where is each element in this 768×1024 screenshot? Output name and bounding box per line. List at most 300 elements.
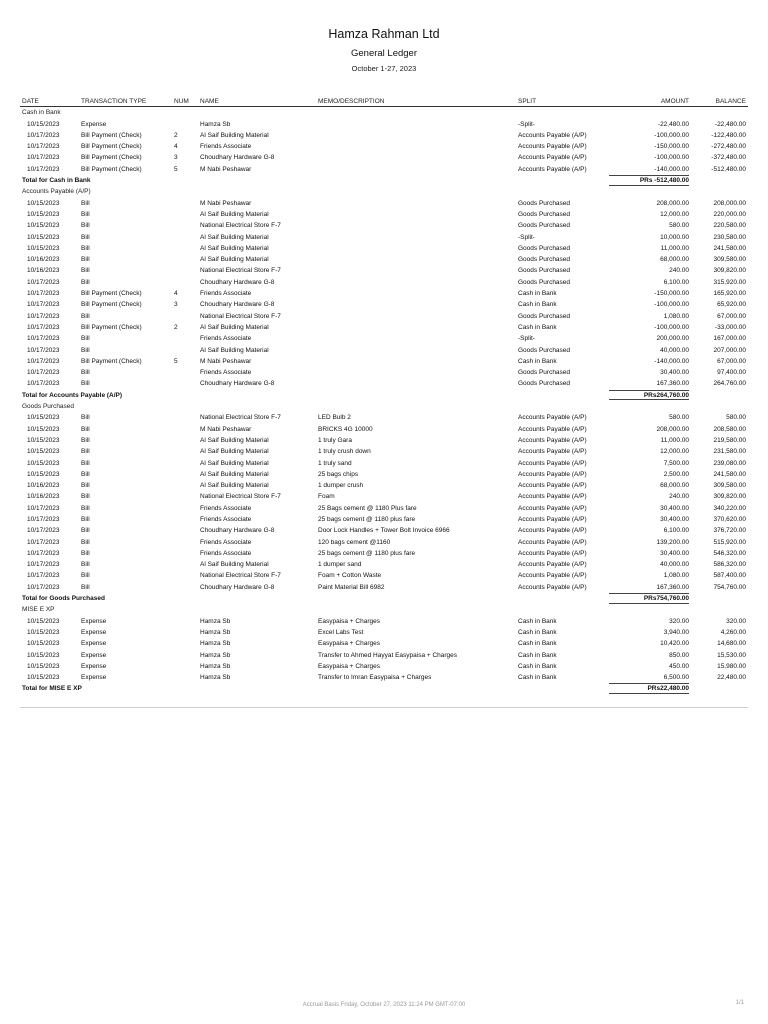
table-row	[20, 378, 748, 389]
cell-balance: 376,720.00	[713, 527, 746, 535]
cell-balance: 309,820.00	[713, 493, 746, 501]
table-row	[20, 548, 748, 559]
cell-amount: 450.00	[669, 662, 689, 670]
table-row	[20, 559, 748, 570]
cell-type: Bill	[81, 222, 90, 230]
column-header-row	[20, 96, 748, 107]
section-header	[20, 401, 748, 412]
section-title: MISE E XP	[22, 606, 55, 614]
cell-amount: 208,000.00	[656, 199, 689, 207]
cell-split: Goods Purchased	[518, 244, 571, 252]
cell-split: Accounts Payable (A/P)	[518, 538, 587, 546]
cell-amount: -100,000.00	[654, 323, 689, 331]
cell-name: Friends Associate	[200, 538, 252, 546]
cell-split: Goods Purchased	[518, 380, 571, 388]
footer-basis: Accrual Basis Friday, October 27, 2023 11:24 PM GMT-07:00	[302, 1002, 466, 1008]
cell-date: 10/17/2023	[27, 323, 60, 331]
cell-amount: 12,000.00	[660, 210, 689, 218]
cell-memo: 1 dumper crush	[318, 482, 364, 490]
cell-balance: 4,260.00	[720, 628, 746, 636]
cell-type: Bill	[81, 538, 90, 546]
cell-name: Friends Associate	[200, 549, 252, 557]
table-row	[20, 412, 748, 423]
cell-amount: 68,000.00	[660, 482, 689, 490]
cell-balance: 220,580.00	[713, 222, 746, 230]
table-row	[20, 672, 748, 683]
cell-type: Bill	[81, 256, 90, 264]
table-row	[20, 503, 748, 514]
cell-name: Al Saif Building Material	[200, 131, 269, 139]
cell-amount: 6,500.00	[663, 674, 689, 682]
cell-name: Al Saif Building Material	[200, 459, 269, 467]
cell-name: Friends Associate	[200, 504, 252, 512]
table-row	[20, 277, 748, 288]
cell-balance: 167,000.00	[713, 335, 746, 343]
cell-split: Cash in Bank	[518, 617, 557, 625]
cell-name: Al Saif Building Material	[200, 346, 269, 354]
table-row	[20, 525, 748, 536]
cell-memo: 120 bags cement @1160	[318, 538, 391, 546]
table-row	[20, 164, 748, 175]
cell-type: Bill	[81, 459, 90, 467]
cell-date: 10/17/2023	[27, 357, 60, 365]
cell-type: Expense	[81, 662, 107, 670]
cell-type: Bill	[81, 278, 90, 286]
cell-memo: 1 truly sand	[318, 459, 352, 467]
cell-memo: 25 Bags cement @ 1180 Plus fare	[318, 504, 417, 512]
cell-split: Goods Purchased	[518, 267, 571, 275]
section-title: Cash in Bank	[22, 109, 61, 117]
cell-type: Bill Payment (Check)	[81, 301, 142, 309]
table-row	[20, 152, 748, 163]
cell-balance: 309,580.00	[713, 482, 746, 490]
section-total-row	[20, 683, 748, 694]
cell-split: Accounts Payable (A/P)	[518, 583, 587, 591]
cell-type: Bill	[81, 425, 90, 433]
table-row	[20, 435, 748, 446]
cell-type: Expense	[81, 120, 107, 128]
cell-type: Expense	[81, 640, 107, 648]
cell-split: Accounts Payable (A/P)	[518, 143, 587, 151]
table-row	[20, 322, 748, 333]
cell-amount: -150,000.00	[654, 290, 689, 298]
cell-type: Bill	[81, 312, 90, 320]
table-row	[20, 537, 748, 548]
cell-name: Hamza Sb	[200, 674, 231, 682]
cell-amount: -100,000.00	[654, 301, 689, 309]
cell-amount: -150,000.00	[654, 143, 689, 151]
col-name-header: NAME	[200, 98, 219, 105]
cell-amount: 167,360.00	[656, 583, 689, 591]
col-balance-header: BALANCE	[715, 98, 746, 105]
table-row	[20, 119, 748, 130]
cell-type: Bill	[81, 549, 90, 557]
table-row	[20, 661, 748, 672]
cell-memo: Transfer to Ahmed Hayyat Easypaisa + Charges	[318, 651, 458, 659]
table-row	[20, 209, 748, 220]
cell-split: Goods Purchased	[518, 210, 571, 218]
cell-type: Bill	[81, 267, 90, 275]
cell-amount: 580.00	[669, 222, 689, 230]
section-total-amount: PRs -512,480.00	[609, 175, 689, 186]
cell-balance: 230,580.00	[713, 233, 746, 241]
table-row	[20, 627, 748, 638]
cell-type: Bill Payment (Check)	[81, 154, 142, 162]
table-row	[20, 243, 748, 254]
cell-memo: Foam	[318, 493, 335, 501]
cell-balance: 67,000.00	[717, 357, 746, 365]
cell-date: 10/17/2023	[27, 504, 60, 512]
cell-date: 10/15/2023	[27, 199, 60, 207]
cell-amount: 208,000.00	[656, 425, 689, 433]
col-num-header: NUM	[174, 98, 189, 105]
cell-amount: 320.00	[669, 617, 689, 625]
cell-name: National Electrical Store F-7	[200, 267, 281, 275]
section-header	[20, 604, 748, 615]
report-title: General Ledger	[350, 48, 418, 59]
cell-amount: 30,400.00	[660, 504, 689, 512]
cell-type: Bill	[81, 369, 90, 377]
cell-split: Accounts Payable (A/P)	[518, 482, 587, 490]
cell-amount: -140,000.00	[654, 357, 689, 365]
cell-type: Bill	[81, 199, 90, 207]
section-total-row	[20, 390, 748, 401]
cell-type: Bill Payment (Check)	[81, 357, 142, 365]
cell-memo: Excel Labs Test	[318, 628, 364, 636]
cell-amount: 240.00	[669, 267, 689, 275]
cell-type: Bill	[81, 380, 90, 388]
cell-date: 10/17/2023	[27, 143, 60, 151]
cell-balance: 320.00	[726, 617, 746, 625]
cell-memo: 1 dumper sand	[318, 561, 362, 569]
table-row	[20, 299, 748, 310]
cell-type: Bill	[81, 210, 90, 218]
cell-type: Bill	[81, 414, 90, 422]
cell-date: 10/15/2023	[27, 651, 60, 659]
cell-name: Choudhary Hardware G-8	[200, 278, 275, 286]
cell-split: Accounts Payable (A/P)	[518, 493, 587, 501]
cell-name: Hamza Sb	[200, 120, 231, 128]
cell-balance: 241,580.00	[713, 470, 746, 478]
cell-memo: Door Lock Handles + Tower Bolt Invoice 6966	[318, 527, 450, 535]
table-row	[20, 288, 748, 299]
cell-date: 10/15/2023	[27, 662, 60, 670]
report-period: October 1-27, 2023	[351, 64, 417, 73]
cell-amount: 10,000.00	[660, 233, 689, 241]
cell-split: Cash in Bank	[518, 290, 557, 298]
cell-balance: 340,220.00	[713, 504, 746, 512]
cell-name: Choudhary Hardware G-8	[200, 301, 275, 309]
section-total-amount: PRs264,760.00	[609, 390, 689, 401]
cell-name: Choudhary Hardware G-8	[200, 154, 275, 162]
table-row	[20, 367, 748, 378]
ledger-table	[20, 96, 748, 695]
cell-balance: 309,820.00	[713, 267, 746, 275]
cell-name: Al Saif Building Material	[200, 244, 269, 252]
table-row	[20, 480, 748, 491]
cell-split: Accounts Payable (A/P)	[518, 470, 587, 478]
cell-split: Accounts Payable (A/P)	[518, 436, 587, 444]
cell-amount: 30,400.00	[660, 515, 689, 523]
cell-date: 10/15/2023	[27, 436, 60, 444]
cell-amount: 12,000.00	[660, 448, 689, 456]
cell-type: Bill	[81, 436, 90, 444]
cell-date: 10/15/2023	[27, 628, 60, 636]
table-row	[20, 650, 748, 661]
cell-split: Goods Purchased	[518, 199, 571, 207]
cell-balance: 65,920.00	[717, 301, 746, 309]
cell-split: Goods Purchased	[518, 369, 571, 377]
section-title: Accounts Payable (A/P)	[22, 188, 91, 196]
cell-amount: 11,000.00	[660, 436, 689, 444]
cell-split: Cash in Bank	[518, 628, 557, 636]
cell-num: 4	[174, 143, 178, 151]
cell-type: Bill	[81, 515, 90, 523]
cell-date: 10/17/2023	[27, 515, 60, 523]
cell-date: 10/15/2023	[27, 222, 60, 230]
cell-name: M Nabi Peshawar	[200, 357, 252, 365]
cell-name: M Nabi Peshawar	[200, 425, 252, 433]
section-total-amount: PRs754,760.00	[609, 593, 689, 604]
cell-split: Cash in Bank	[518, 301, 557, 309]
cell-balance: 208,000.00	[713, 199, 746, 207]
cell-name: Hamza Sb	[200, 651, 231, 659]
cell-balance: 546,320.00	[713, 549, 746, 557]
cell-balance: -22,480.00	[714, 120, 746, 128]
cell-type: Bill Payment (Check)	[81, 323, 142, 331]
cell-name: Al Saif Building Material	[200, 448, 269, 456]
cell-amount: 1,080.00	[663, 312, 689, 320]
cell-amount: 6,100.00	[663, 527, 689, 535]
cell-balance: 220,000.00	[713, 210, 746, 218]
cell-date: 10/15/2023	[27, 459, 60, 467]
cell-date: 10/15/2023	[27, 470, 60, 478]
cell-memo: BRICKS 4G 10000	[318, 425, 373, 433]
cell-amount: 3,940.00	[663, 628, 689, 636]
cell-name: Al Saif Building Material	[200, 436, 269, 444]
cell-type: Bill	[81, 504, 90, 512]
cell-memo: Easypaisa + Charges	[318, 640, 380, 648]
table-row	[20, 265, 748, 276]
cell-split: Accounts Payable (A/P)	[518, 572, 587, 580]
cell-amount: 40,000.00	[660, 346, 689, 354]
table-row	[20, 458, 748, 469]
cell-type: Expense	[81, 617, 107, 625]
cell-split: Cash in Bank	[518, 662, 557, 670]
col-split-header: SPLIT	[518, 98, 537, 105]
section-total-label: Total for Accounts Payable (A/P)	[22, 391, 123, 399]
cell-date: 10/17/2023	[27, 301, 60, 309]
cell-type: Bill	[81, 233, 90, 241]
section-header	[20, 186, 748, 197]
cell-balance: 370,620.00	[713, 515, 746, 523]
table-row	[20, 570, 748, 581]
section-total-amount: PRs22,480.00	[609, 683, 689, 694]
cell-num: 5	[174, 165, 178, 173]
cell-amount: 200,000.00	[656, 335, 689, 343]
cell-date: 10/15/2023	[27, 244, 60, 252]
cell-type: Bill	[81, 335, 90, 343]
cell-name: M Nabi Peshawar	[200, 165, 252, 173]
cell-date: 10/15/2023	[27, 640, 60, 648]
cell-date: 10/17/2023	[27, 278, 60, 286]
cell-date: 10/16/2023	[27, 267, 60, 275]
cell-type: Bill	[81, 561, 90, 569]
cell-type: Bill Payment (Check)	[81, 131, 142, 139]
cell-amount: -22,480.00	[657, 120, 689, 128]
page-number: 1/1	[735, 1000, 744, 1006]
cell-memo: 25 bags chips	[318, 470, 359, 478]
cell-amount: 30,400.00	[660, 549, 689, 557]
cell-name: Al Saif Building Material	[200, 256, 269, 264]
cell-date: 10/17/2023	[27, 312, 60, 320]
cell-type: Bill	[81, 572, 90, 580]
cell-amount: 580.00	[669, 414, 689, 422]
cell-memo: 25 bags cement @ 1180 plus fare	[318, 549, 416, 557]
cell-amount: -140,000.00	[654, 165, 689, 173]
cell-type: Expense	[81, 628, 107, 636]
cell-name: Friends Associate	[200, 290, 252, 298]
cell-type: Bill Payment (Check)	[81, 143, 142, 151]
table-row	[20, 198, 748, 209]
cell-memo: Foam + Cotton Waste	[318, 572, 382, 580]
table-row	[20, 356, 748, 367]
cell-balance: 231,580.00	[713, 448, 746, 456]
cell-name: M Nabi Peshawar	[200, 199, 252, 207]
section-total-label: Total for Cash in Bank	[22, 177, 91, 185]
cell-name: Friends Associate	[200, 515, 252, 523]
cell-date: 10/17/2023	[27, 572, 60, 580]
cell-date: 10/17/2023	[27, 165, 60, 173]
cell-balance: 15,530.00	[717, 651, 746, 659]
cell-balance: 309,580.00	[713, 256, 746, 264]
cell-name: Al Saif Building Material	[200, 233, 269, 241]
cell-balance: 219,580.00	[713, 436, 746, 444]
cell-date: 10/16/2023	[27, 493, 60, 501]
cell-memo: 25 bags cement @ 1180 plus fare	[318, 515, 416, 523]
cell-balance: 239,080.00	[713, 459, 746, 467]
cell-split: Cash in Bank	[518, 640, 557, 648]
cell-amount: -100,000.00	[654, 131, 689, 139]
cell-type: Bill Payment (Check)	[81, 290, 142, 298]
cell-name: Al Saif Building Material	[200, 561, 269, 569]
table-row	[20, 220, 748, 231]
cell-type: Bill	[81, 470, 90, 478]
cell-num: 2	[174, 323, 178, 331]
cell-split: -Split-	[518, 120, 535, 128]
cell-date: 10/15/2023	[27, 120, 60, 128]
col-memo-header: MEMO/DESCRIPTION	[318, 98, 385, 105]
cell-split: Goods Purchased	[518, 256, 571, 264]
cell-type: Expense	[81, 651, 107, 659]
col-date-header: DATE	[22, 98, 39, 105]
cell-amount: 240.00	[669, 493, 689, 501]
cell-amount: 40,000.00	[660, 561, 689, 569]
cell-memo: LED Bulb 2	[318, 414, 351, 422]
cell-date: 10/17/2023	[27, 380, 60, 388]
cell-type: Bill	[81, 346, 90, 354]
cell-split: Cash in Bank	[518, 357, 557, 365]
cell-balance: 241,580.00	[713, 244, 746, 252]
cell-balance: 208,580.00	[713, 425, 746, 433]
cell-amount: 167,360.00	[656, 380, 689, 388]
cell-split: Goods Purchased	[518, 222, 571, 230]
cell-memo: Paint Material Bill 6982	[318, 583, 385, 591]
cell-date: 10/15/2023	[27, 674, 60, 682]
cell-date: 10/17/2023	[27, 290, 60, 298]
cell-date: 10/15/2023	[27, 448, 60, 456]
cell-memo: Transfer to Imran Easypaisa + Charges	[318, 674, 432, 682]
cell-date: 10/17/2023	[27, 346, 60, 354]
cell-split: Accounts Payable (A/P)	[518, 165, 587, 173]
cell-split: Accounts Payable (A/P)	[518, 527, 587, 535]
cell-split: Accounts Payable (A/P)	[518, 448, 587, 456]
cell-num: 2	[174, 131, 178, 139]
section-total-label: Total for MISE E XP	[22, 685, 82, 693]
cell-name: National Electrical Store F-7	[200, 222, 281, 230]
cell-balance: 515,920.00	[713, 538, 746, 546]
cell-balance: 580.00	[726, 414, 746, 422]
cell-date: 10/15/2023	[27, 414, 60, 422]
cell-name: National Electrical Store F-7	[200, 414, 281, 422]
cell-split: Accounts Payable (A/P)	[518, 549, 587, 557]
cell-split: Goods Purchased	[518, 346, 571, 354]
cell-balance: -33,000.00	[714, 323, 746, 331]
cell-balance: 207,000.00	[713, 346, 746, 354]
cell-balance: 15,980.00	[717, 662, 746, 670]
cell-amount: 6,100.00	[663, 278, 689, 286]
cell-name: Al Saif Building Material	[200, 470, 269, 478]
cell-num: 5	[174, 357, 178, 365]
cell-amount: 68,000.00	[660, 256, 689, 264]
cell-split: Goods Purchased	[518, 278, 571, 286]
cell-type: Bill	[81, 244, 90, 252]
cell-memo: 1 truly Gara	[318, 436, 352, 444]
cell-amount: 7,500.00	[663, 459, 689, 467]
cell-date: 10/17/2023	[27, 154, 60, 162]
cell-amount: 139,200.00	[656, 538, 689, 546]
cell-num: 4	[174, 290, 178, 298]
cell-name: National Electrical Store F-7	[200, 493, 281, 501]
table-row	[20, 311, 748, 322]
cell-split: Accounts Payable (A/P)	[518, 154, 587, 162]
cell-date: 10/17/2023	[27, 561, 60, 569]
cell-date: 10/17/2023	[27, 369, 60, 377]
cell-amount: 10,420.00	[660, 640, 689, 648]
table-row	[20, 446, 748, 457]
table-row	[20, 424, 748, 435]
cell-name: National Electrical Store F-7	[200, 312, 281, 320]
cell-type: Bill	[81, 493, 90, 501]
cell-name: Friends Associate	[200, 143, 252, 151]
cell-name: Choudhary Hardware G-8	[200, 527, 275, 535]
cell-date: 10/17/2023	[27, 131, 60, 139]
cell-date: 10/17/2023	[27, 335, 60, 343]
table-row	[20, 254, 748, 265]
cell-name: Al Saif Building Material	[200, 323, 269, 331]
cell-name: Friends Associate	[200, 369, 252, 377]
cell-name: Hamza Sb	[200, 617, 231, 625]
cell-balance: 315,920.00	[713, 278, 746, 286]
end-rule	[20, 707, 748, 708]
cell-memo: Easypaisa + Charges	[318, 617, 380, 625]
cell-date: 10/17/2023	[27, 583, 60, 591]
cell-date: 10/17/2023	[27, 538, 60, 546]
cell-num: 3	[174, 301, 178, 309]
section-title: Goods Purchased	[22, 403, 75, 411]
cell-type: Bill	[81, 583, 90, 591]
table-row	[20, 514, 748, 525]
